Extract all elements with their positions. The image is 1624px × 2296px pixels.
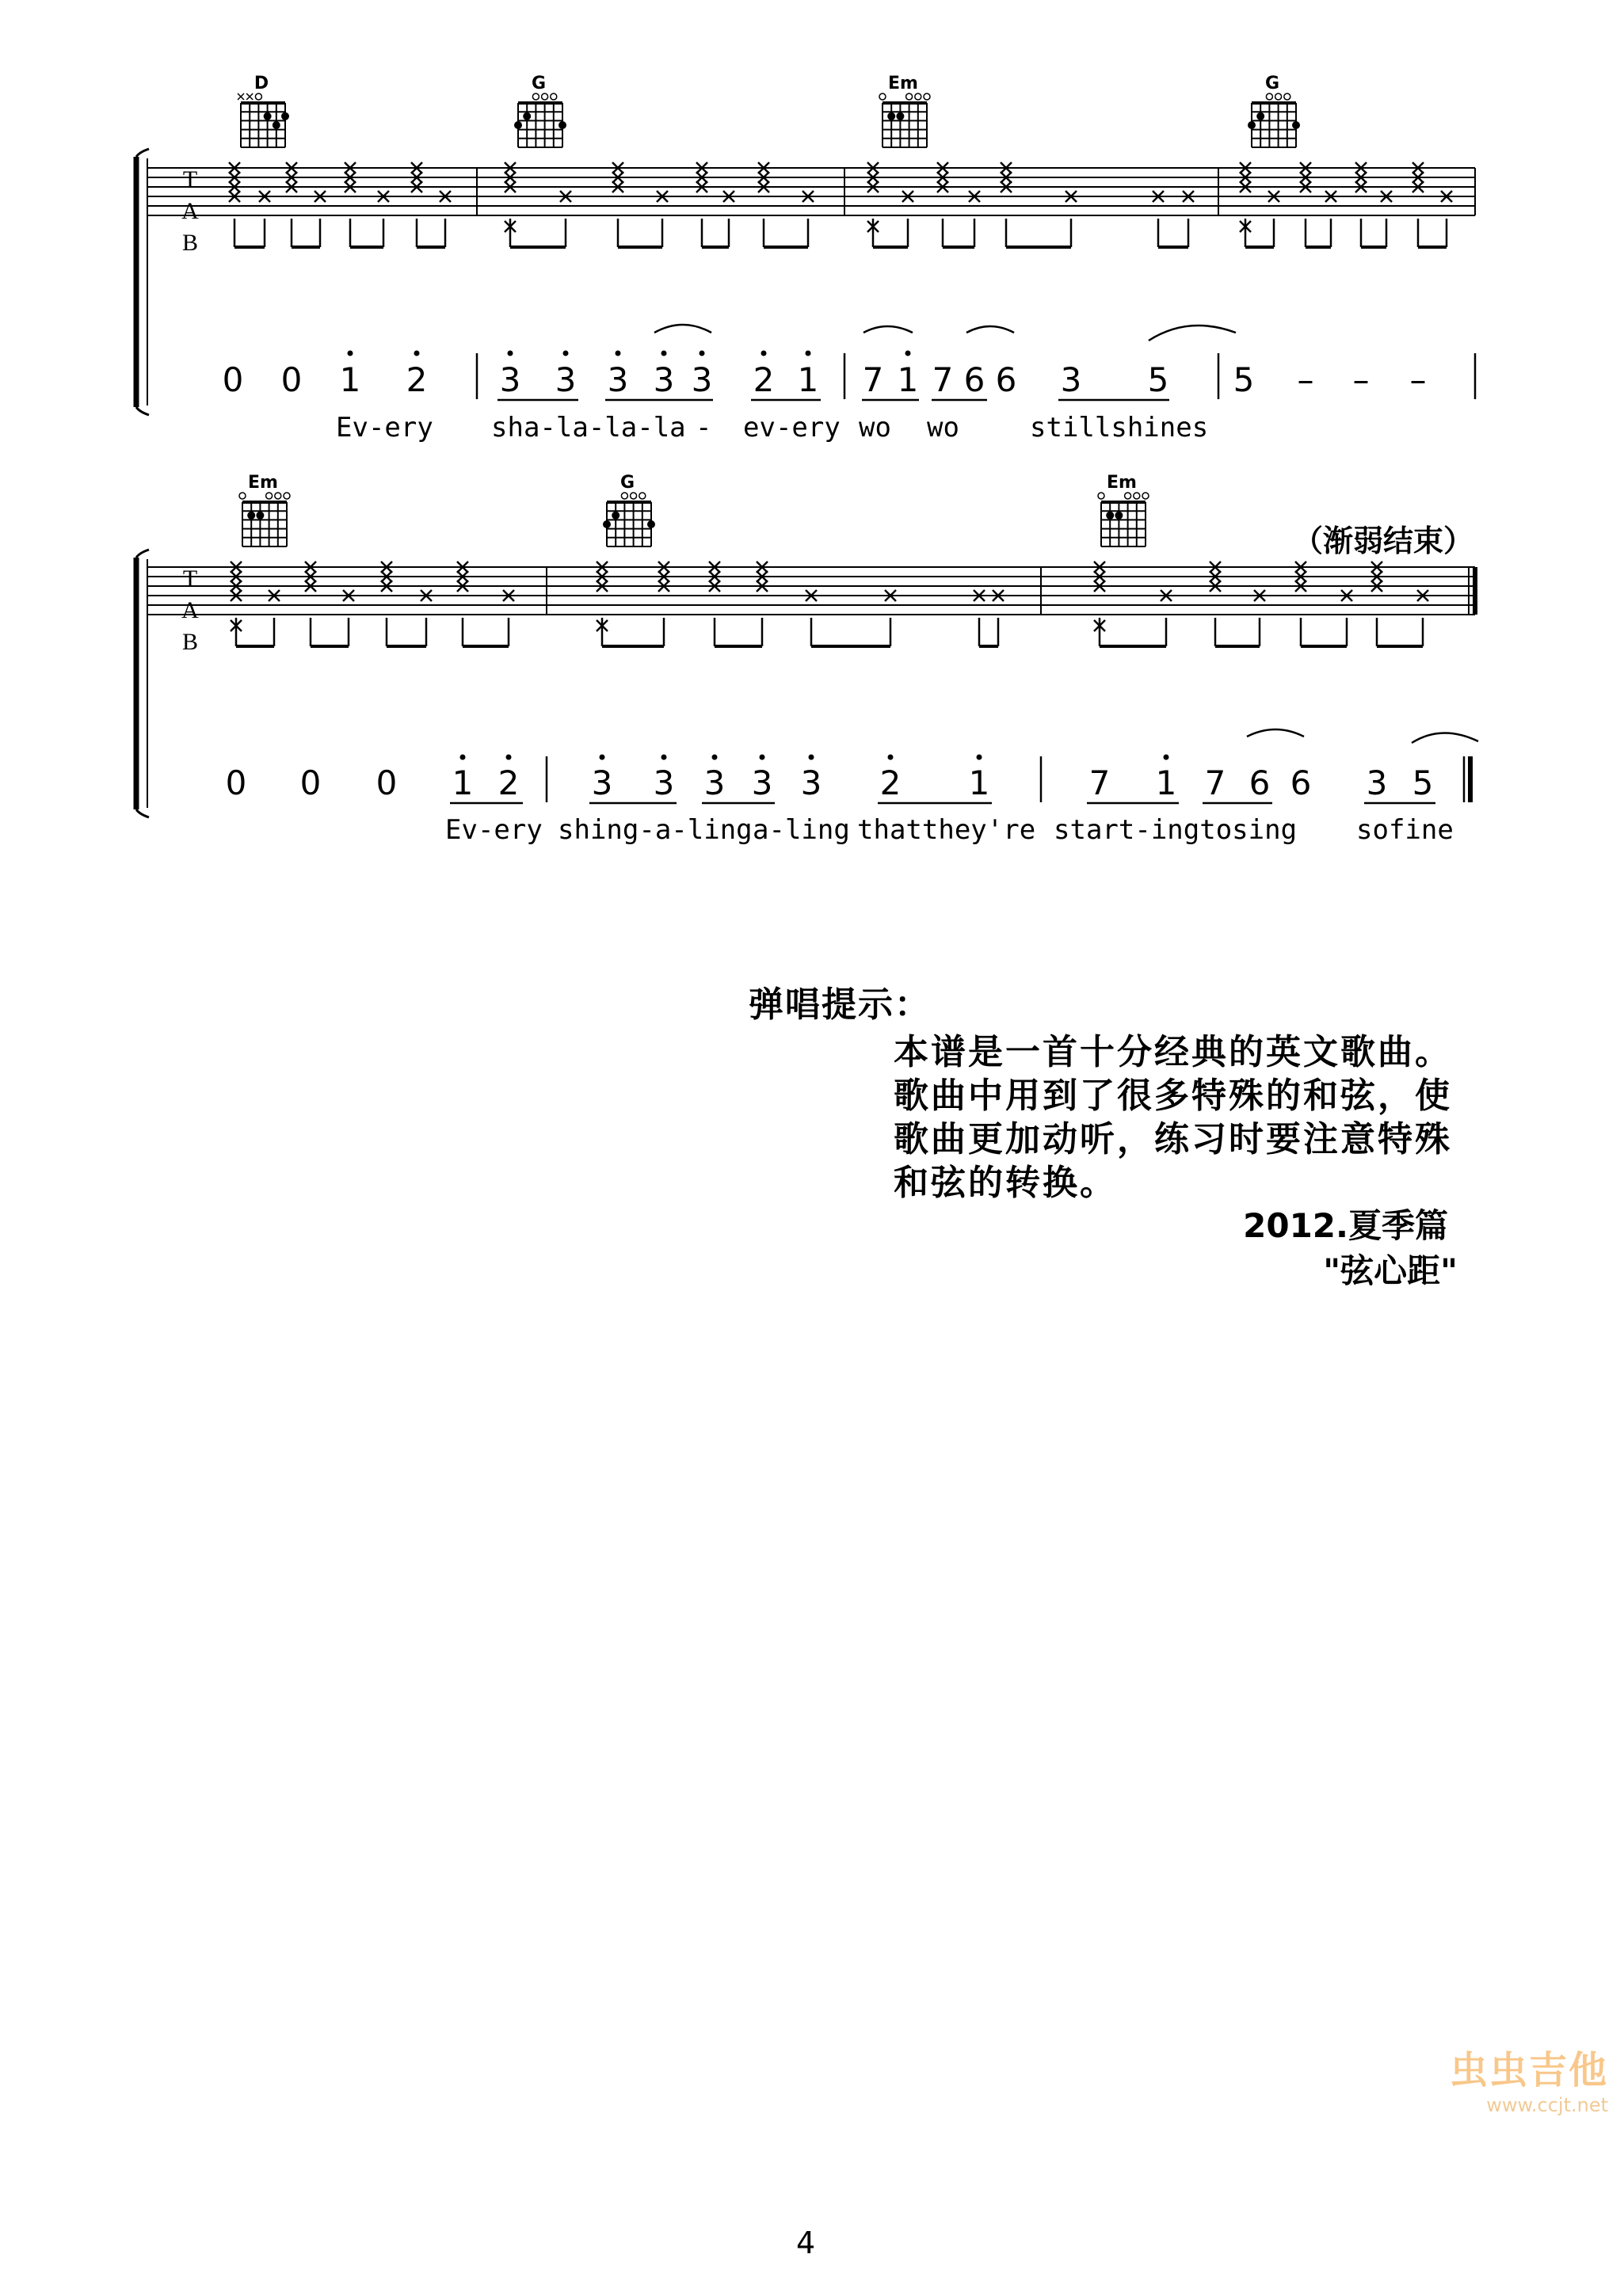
open-string (275, 493, 281, 499)
note: 5 (1412, 763, 1434, 802)
lyric: Ev-ery (336, 412, 433, 444)
note: 7 (862, 360, 884, 399)
note: 0 (376, 763, 398, 802)
system-bracket (136, 149, 149, 415)
open-string (284, 493, 290, 499)
note: 3 (703, 763, 726, 802)
bracket-bottom (136, 809, 149, 817)
chord-name: G (619, 473, 635, 493)
finger-dot (256, 512, 264, 520)
note: 3 (1060, 360, 1082, 399)
tab-stems (234, 219, 1447, 247)
system-2 (136, 473, 1478, 846)
watermark (1450, 2039, 1608, 2116)
note: 6 (1248, 763, 1271, 802)
lyric: stillshines (1030, 412, 1209, 444)
bracket-top (136, 149, 149, 157)
note: 7 (1204, 763, 1226, 802)
hint-line: 歌曲更加动听，练习时要注意特殊 (894, 1119, 1452, 1159)
chord-name: D (254, 74, 269, 93)
chord-diagram-g (514, 74, 566, 147)
finger-dot (558, 121, 566, 129)
dash: – (1352, 360, 1370, 399)
note: 1 (797, 360, 819, 399)
note: 3 (1366, 763, 1388, 802)
finger-dot (281, 112, 289, 120)
numbered-notation (226, 763, 1434, 802)
open-string (239, 493, 246, 499)
note: 3 (691, 360, 713, 399)
open-string (266, 493, 273, 499)
lyric: sofine (1356, 814, 1454, 846)
note: 2 (879, 763, 902, 802)
watermark-url: www.ccjt.net (1486, 2094, 1608, 2116)
tab-letter-t: T (182, 565, 198, 592)
lyrics-line (336, 412, 1208, 444)
note: 2 (406, 360, 428, 399)
bracket-top (136, 550, 149, 558)
dash: – (1297, 360, 1314, 399)
open-string (879, 93, 886, 100)
tab-staff (147, 162, 1475, 247)
note: 7 (1088, 763, 1111, 802)
lyric: shing-a-ling (558, 814, 753, 846)
note: 3 (591, 763, 613, 802)
finger-dot (896, 112, 904, 120)
tab-stems (236, 618, 1423, 646)
chord-name: G (531, 74, 547, 93)
finger-dot (887, 112, 895, 120)
note: 1 (897, 360, 919, 399)
open-string (924, 93, 930, 100)
note: 3 (653, 763, 675, 802)
bracket-bottom (136, 407, 149, 415)
open-string (532, 93, 539, 100)
tab-letter-b: B (181, 230, 199, 256)
open-string (1098, 493, 1104, 499)
note: 0 (280, 360, 303, 399)
octave-dots (460, 755, 1169, 760)
note: 1 (339, 360, 361, 399)
open-string (1134, 493, 1140, 499)
finger-dot (514, 121, 522, 129)
chord-diagram-em (239, 473, 290, 546)
open-string (1142, 493, 1149, 499)
finger-dot (647, 520, 655, 528)
lyric: Ev-ery (445, 814, 543, 846)
lyric: wo (927, 412, 959, 444)
finger-dot (247, 512, 255, 520)
note: 0 (222, 360, 244, 399)
note: 6 (963, 360, 985, 399)
open-string (621, 493, 627, 499)
lyrics-line (445, 814, 1454, 846)
chord-name: Em (888, 74, 918, 93)
chord-diagram-em (879, 74, 930, 147)
tab-letter-a: A (181, 198, 199, 224)
open-string (631, 493, 637, 499)
note: 3 (555, 360, 577, 399)
note: 0 (299, 763, 322, 802)
lyric: ev-ery (743, 412, 841, 444)
lyric: sha-la-la-la (491, 412, 686, 444)
numbered-notation (223, 360, 1427, 399)
open-string (255, 93, 261, 100)
note: 3 (607, 360, 629, 399)
tab-letter-t: T (182, 166, 198, 192)
finger-dot (1115, 512, 1123, 520)
open-string (551, 93, 557, 100)
open-string (1266, 93, 1272, 100)
hint-title: 弹唱提示： (749, 984, 931, 1025)
lyric: - (696, 412, 712, 444)
chord-diagram-d (238, 74, 289, 147)
note: 2 (497, 763, 520, 802)
page-number: 4 (796, 2226, 816, 2260)
open-string (906, 93, 913, 100)
hint-date: 2012.夏季篇 (1243, 1206, 1448, 1245)
lyric: start-ingtosing (1054, 814, 1298, 846)
open-string (1275, 93, 1282, 100)
finger-dot (264, 112, 272, 120)
lyric: thatthey're (857, 814, 1036, 846)
octave-dots (348, 351, 911, 356)
note: 0 (225, 763, 247, 802)
hint-line: 和弦的转换。 (894, 1163, 1117, 1203)
lyric: wo (859, 412, 891, 444)
system-bracket (136, 550, 149, 817)
tab-letter-a: A (181, 597, 199, 623)
note: 6 (995, 360, 1017, 399)
lyric: a-ling (753, 814, 850, 846)
finger-dot (1292, 121, 1300, 129)
finger-dot (523, 112, 531, 120)
note: 1 (968, 763, 990, 802)
open-string (542, 93, 548, 100)
system-1 (136, 74, 1475, 444)
dynamics-annotation: （渐弱结束） (1292, 524, 1473, 558)
open-string (1284, 93, 1290, 100)
finger-dot (612, 512, 619, 520)
note: 3 (499, 360, 521, 399)
open-string (1125, 493, 1131, 499)
hint-line: 本谱是一首十分经典的英文歌曲。 (894, 1032, 1452, 1072)
finger-dot (1248, 121, 1256, 129)
hint-author: "弦心距" (1323, 1251, 1458, 1290)
chord-diagram-g (1248, 74, 1300, 147)
chord-diagram-g (603, 473, 655, 546)
hint-line: 歌曲中用到了很多特殊的和弦，使 (894, 1076, 1452, 1116)
note: 5 (1233, 360, 1255, 399)
finger-dot (1256, 112, 1264, 120)
note: 6 (1290, 763, 1312, 802)
watermark-logo: 虫虫吉他 (1449, 2048, 1608, 2092)
chord-name: G (1264, 74, 1280, 93)
chord-name: Em (248, 473, 278, 493)
note: 5 (1147, 360, 1169, 399)
tab-staff (147, 562, 1475, 646)
chord-diagram-em (1098, 473, 1149, 546)
note: 1 (1155, 763, 1177, 802)
open-string (915, 93, 921, 100)
note: 3 (751, 763, 773, 802)
note: 7 (932, 360, 954, 399)
note: 1 (452, 763, 474, 802)
finger-dot (1106, 512, 1114, 520)
tab-letter-b: B (181, 629, 199, 655)
open-string (639, 493, 646, 499)
finger-dot (273, 121, 280, 129)
dash: – (1409, 360, 1427, 399)
finger-dot (603, 520, 611, 528)
note: 3 (800, 763, 822, 802)
note: 3 (653, 360, 675, 399)
chord-name: Em (1107, 473, 1137, 493)
note: 2 (753, 360, 775, 399)
